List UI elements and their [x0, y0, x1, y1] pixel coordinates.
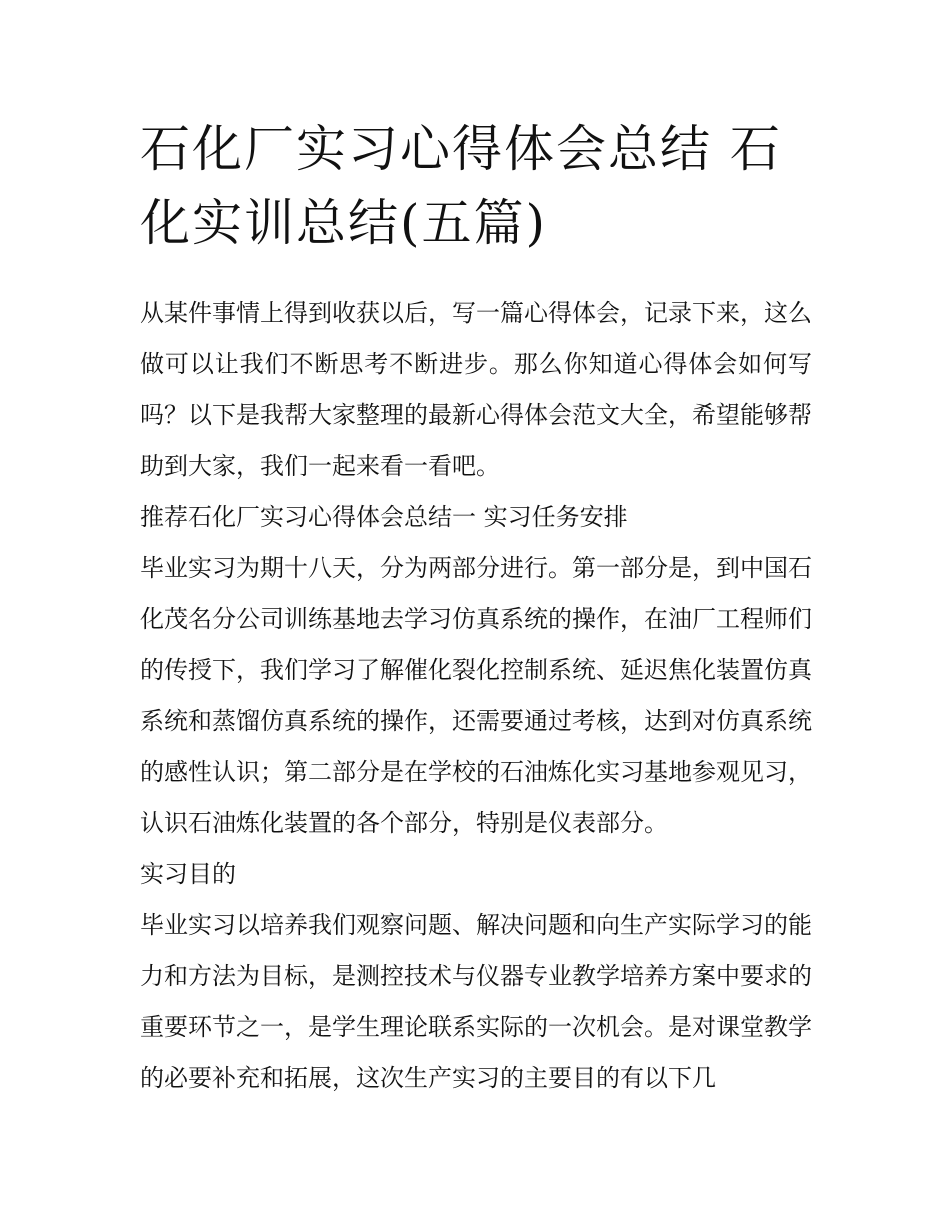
intro-paragraph: 从某件事情上得到收获以后，写一篇心得体会，记录下来，这么做可以让我们不断思考不断进步。那么你知道心得体会如何写吗？以下是我帮大家整理的最新心得体会范文大全，希望能够帮助到大家，我们一起来看一看吧。: [140, 299, 812, 480]
document-page: [140, 112, 812, 1104]
arrangement-paragraph: 毕业实习为期十八天，分为两部分进行。第一部分是，到中国石化茂名分公司训练基地去学习仿真系统的操作，在油厂工程师们的传授下，我们学习了解催化裂化控制系统、延迟焦化装置仿真系统和蒸馏仿真系统的操作，还需要通过考核，达到对仿真系统的感性认识；第二部分是在学校的石油炼化实习基地参观见习，认识石油炼化装置的各个部分，特别是仪表部分。: [140, 554, 812, 837]
purpose-heading: 实习目的: [140, 860, 236, 888]
section-heading: 推荐石化厂实习心得体会总结一 实习任务安排: [140, 503, 628, 531]
document-title: 石化厂实习心得体会总结 石化实训总结(五篇): [140, 120, 782, 252]
purpose-paragraph: 毕业实习以培养我们观察问题、解决问题和向生产实际学习的能力和方法为目标，是测控技术与仪器专业教学培养方案中要求的重要环节之一，是学生理论联系实际的一次机会。是对课堂教学的必要补充和拓展，这次生产实习的主要目的有以下几: [140, 911, 812, 1092]
